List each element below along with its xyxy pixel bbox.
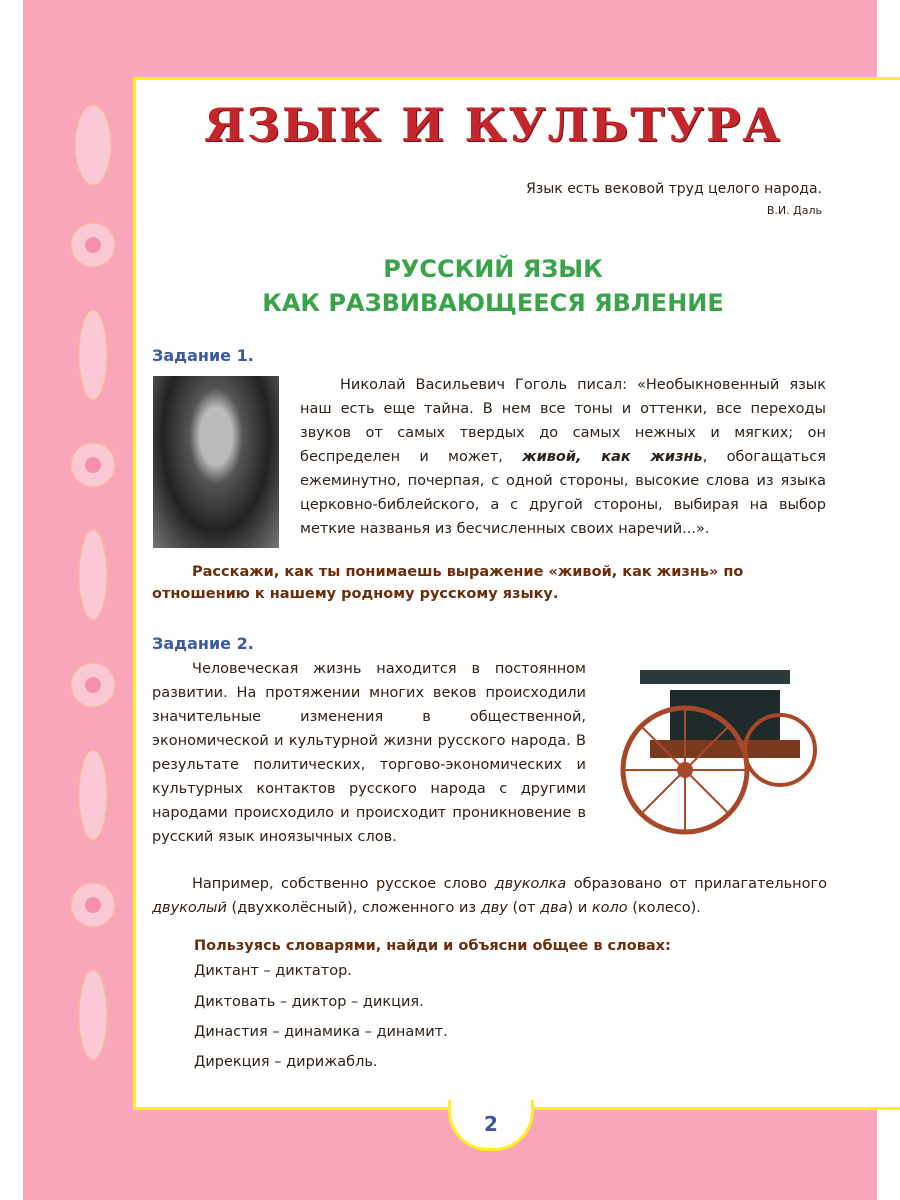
text: Например, собственно русское слово [192, 876, 495, 892]
emphasis: живой, как жизнь [522, 449, 703, 465]
text: ) и [567, 900, 592, 916]
term: двуколка [494, 876, 567, 892]
term: два [540, 900, 568, 916]
word-list-item: Династия – динамика – динамит. [194, 1024, 448, 1040]
section-title-line: КАК РАЗВИВАЮЩЕЕСЯ ЯВЛЕНИЕ [262, 289, 724, 317]
text: образовано от прилагательного [566, 876, 827, 892]
text: (двухколёсный), сложенного из [226, 900, 481, 916]
word-list-item: Диктант – диктатор. [194, 963, 352, 979]
floral-ornament-icon [60, 45, 126, 1105]
carriage-image [610, 650, 830, 840]
page-number: 2 [448, 1100, 534, 1151]
epigraph-author: В.И. Даль [766, 204, 822, 217]
gogol-portrait [153, 376, 279, 548]
text: , обогащаться ежеминутно, почерпая, с одной стороны, высокие слова из языка церковно-библейского, а с другой стороны, выбирая на выбор меткие названья из бесчисленных своих наречий...». [300, 449, 826, 537]
text: (колесо). [627, 900, 701, 916]
section-title [133, 252, 853, 320]
example-text [152, 872, 827, 920]
word-list-item: Диктовать – диктор – дикция. [194, 994, 424, 1010]
task2-heading: Задание 2. [152, 634, 254, 653]
page-title: ЯЗЫК И КУЛЬТУРА [204, 98, 782, 152]
term: коло [591, 900, 628, 916]
term: двуколый [152, 900, 227, 916]
task1-heading: Задание 1. [152, 346, 254, 365]
task2-question: Пользуясь словарями, найди и объясни общее в словах: [194, 938, 671, 954]
text: Николай Васильевич Гоголь писал: «Необыкновенный язык наш есть еще тайна. В нем все тоны и оттенки, все переходы звуков от самых твердых до самых нежных и мягких; он беспределен и может, [300, 377, 826, 465]
epigraph [526, 178, 822, 222]
task2-text: Человеческая жизнь находится в постоянном развитии. На протяжении многих веков происходили значительные изменения в общественной, экономической и культурной жизни русского народа. В результате политических, торгово-экономических и культурных контактов русского народа с другими народами происходило и происходит проникновение в русский язык иноязычных слов. [152, 661, 586, 845]
text: (от [507, 900, 541, 916]
word-list-item: Дирекция – дирижабль. [194, 1054, 378, 1070]
term: дву [480, 900, 508, 916]
epigraph-text: Язык есть вековой труд целого народа. [526, 181, 822, 197]
task1-question: Расскажи, как ты понимаешь выражение «живой, как жизнь» по отношению к нашему родному русскому языку. [152, 564, 744, 602]
section-title-line: РУССКИЙ ЯЗЫК [383, 255, 603, 283]
task1-text [300, 373, 826, 541]
